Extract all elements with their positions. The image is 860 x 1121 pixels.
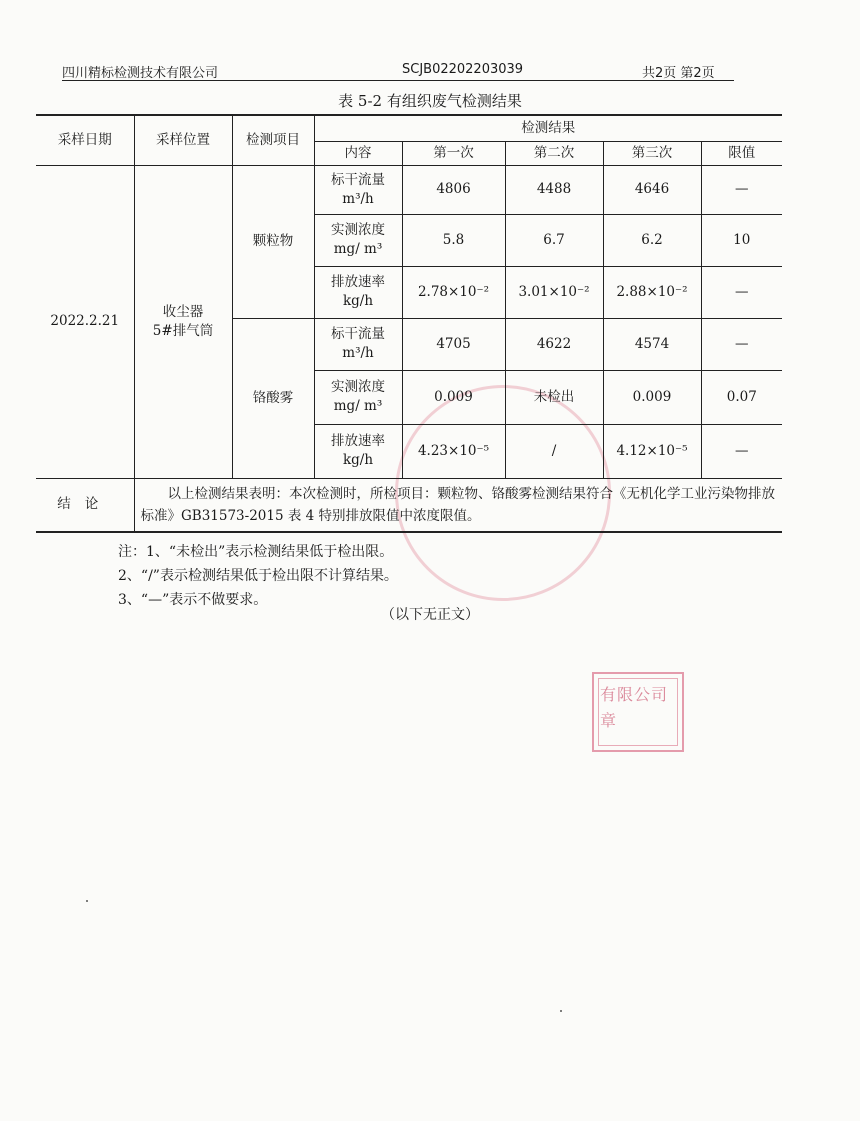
scan-speck — [560, 1010, 562, 1012]
row-name: 实测浓度 — [331, 222, 385, 238]
value-limit: — — [701, 318, 782, 370]
row-name-cell — [314, 266, 402, 318]
row-unit: mg/ m³ — [333, 241, 383, 257]
item-particulate: 颗粒物 — [232, 165, 314, 318]
value-first: 0.009 — [402, 370, 505, 424]
row-name-cell — [314, 424, 402, 478]
header-rule — [62, 80, 734, 81]
row-name: 标干流量 — [331, 326, 385, 342]
rectangular-seal-stamp — [592, 672, 684, 752]
value-limit: — — [701, 266, 782, 318]
header-page-info: 共2页 第2页 — [642, 66, 715, 81]
value-first: 2.78×10⁻² — [402, 266, 505, 318]
sampling-date: 2022.2.21 — [36, 165, 134, 478]
item-chromic-acid-mist: 铬酸雾 — [232, 318, 314, 478]
value-first: 5.8 — [402, 214, 505, 266]
end-of-text-note: （以下无正文） — [381, 607, 479, 623]
row-unit: mg/ m³ — [333, 398, 383, 414]
note-3: 3、“—”表示不做要求。 — [118, 592, 268, 608]
row-unit: m³/h — [342, 345, 374, 361]
row-unit: m³/h — [342, 190, 374, 207]
value-limit: — — [701, 424, 782, 478]
value-third: 4574 — [603, 318, 701, 370]
header-location: 采样位置 — [134, 115, 232, 165]
row-name: 标干流量 — [331, 171, 385, 188]
value-third: 4646 — [603, 165, 701, 214]
value-third: 2.88×10⁻² — [603, 266, 701, 318]
value-third: 0.009 — [603, 370, 701, 424]
value-second: 4488 — [505, 165, 603, 214]
header-second: 第二次 — [505, 141, 603, 165]
rectangular-seal-text: 有限公司 章 — [600, 685, 669, 730]
row-name-cell — [314, 214, 402, 266]
conclusion-label: 结论 — [36, 478, 134, 532]
table-title: 表 5-2 有组织废气检测结果 — [338, 92, 522, 110]
value-first: 4.23×10⁻⁵ — [402, 424, 505, 478]
header-content: 内容 — [314, 141, 402, 165]
value-second: 3.01×10⁻² — [505, 266, 603, 318]
value-second: / — [505, 424, 603, 478]
header-item: 检测项目 — [232, 115, 314, 165]
header-company: 四川精标检测技术有限公司 — [62, 66, 219, 81]
value-third: 4.12×10⁻⁵ — [603, 424, 701, 478]
value-second: 4622 — [505, 318, 603, 370]
header-third: 第三次 — [603, 141, 701, 165]
row-name: 排放速率 — [331, 274, 385, 290]
row-name-cell — [314, 165, 402, 214]
note-1: 注：1、“未检出”表示检测结果低于检出限。 — [118, 544, 394, 560]
location-line-2: 5#排气筒 — [152, 322, 214, 339]
conclusion-text: 以上检测结果表明：本次检测时，所检项目：颗粒物、铬酸雾检测结果符合《无机化学工业污染物排放标准》GB31573-2015 表 4 特别排放限值中浓度限值。 — [134, 478, 782, 532]
value-limit: — — [701, 165, 782, 214]
value-second: 未检出 — [505, 370, 603, 424]
value-second: 6.7 — [505, 214, 603, 266]
note-2: 2、“/”表示检测结果低于检出限不计算结果。 — [118, 568, 398, 584]
notes-block — [118, 540, 398, 612]
results-table — [36, 114, 782, 533]
row-name-cell — [314, 370, 402, 424]
value-third: 6.2 — [603, 214, 701, 266]
value-limit: 10 — [701, 214, 782, 266]
row-name: 排放速率 — [331, 433, 385, 449]
row-name-cell — [314, 318, 402, 370]
sampling-location — [134, 165, 232, 478]
header-limit: 限值 — [701, 141, 782, 165]
row-unit: kg/h — [342, 293, 374, 309]
header-date: 采样日期 — [36, 115, 134, 165]
value-first: 4705 — [402, 318, 505, 370]
header-first: 第一次 — [402, 141, 505, 165]
row-name: 实测浓度 — [331, 379, 385, 395]
header-results-group: 检测结果 — [314, 115, 782, 141]
value-limit: 0.07 — [701, 370, 782, 424]
header-doc-number: SCJB02202203039 — [402, 62, 524, 77]
value-first: 4806 — [402, 165, 505, 214]
row-unit: kg/h — [342, 452, 374, 468]
location-line-1: 收尘器 — [162, 303, 204, 320]
scan-speck — [86, 900, 88, 902]
